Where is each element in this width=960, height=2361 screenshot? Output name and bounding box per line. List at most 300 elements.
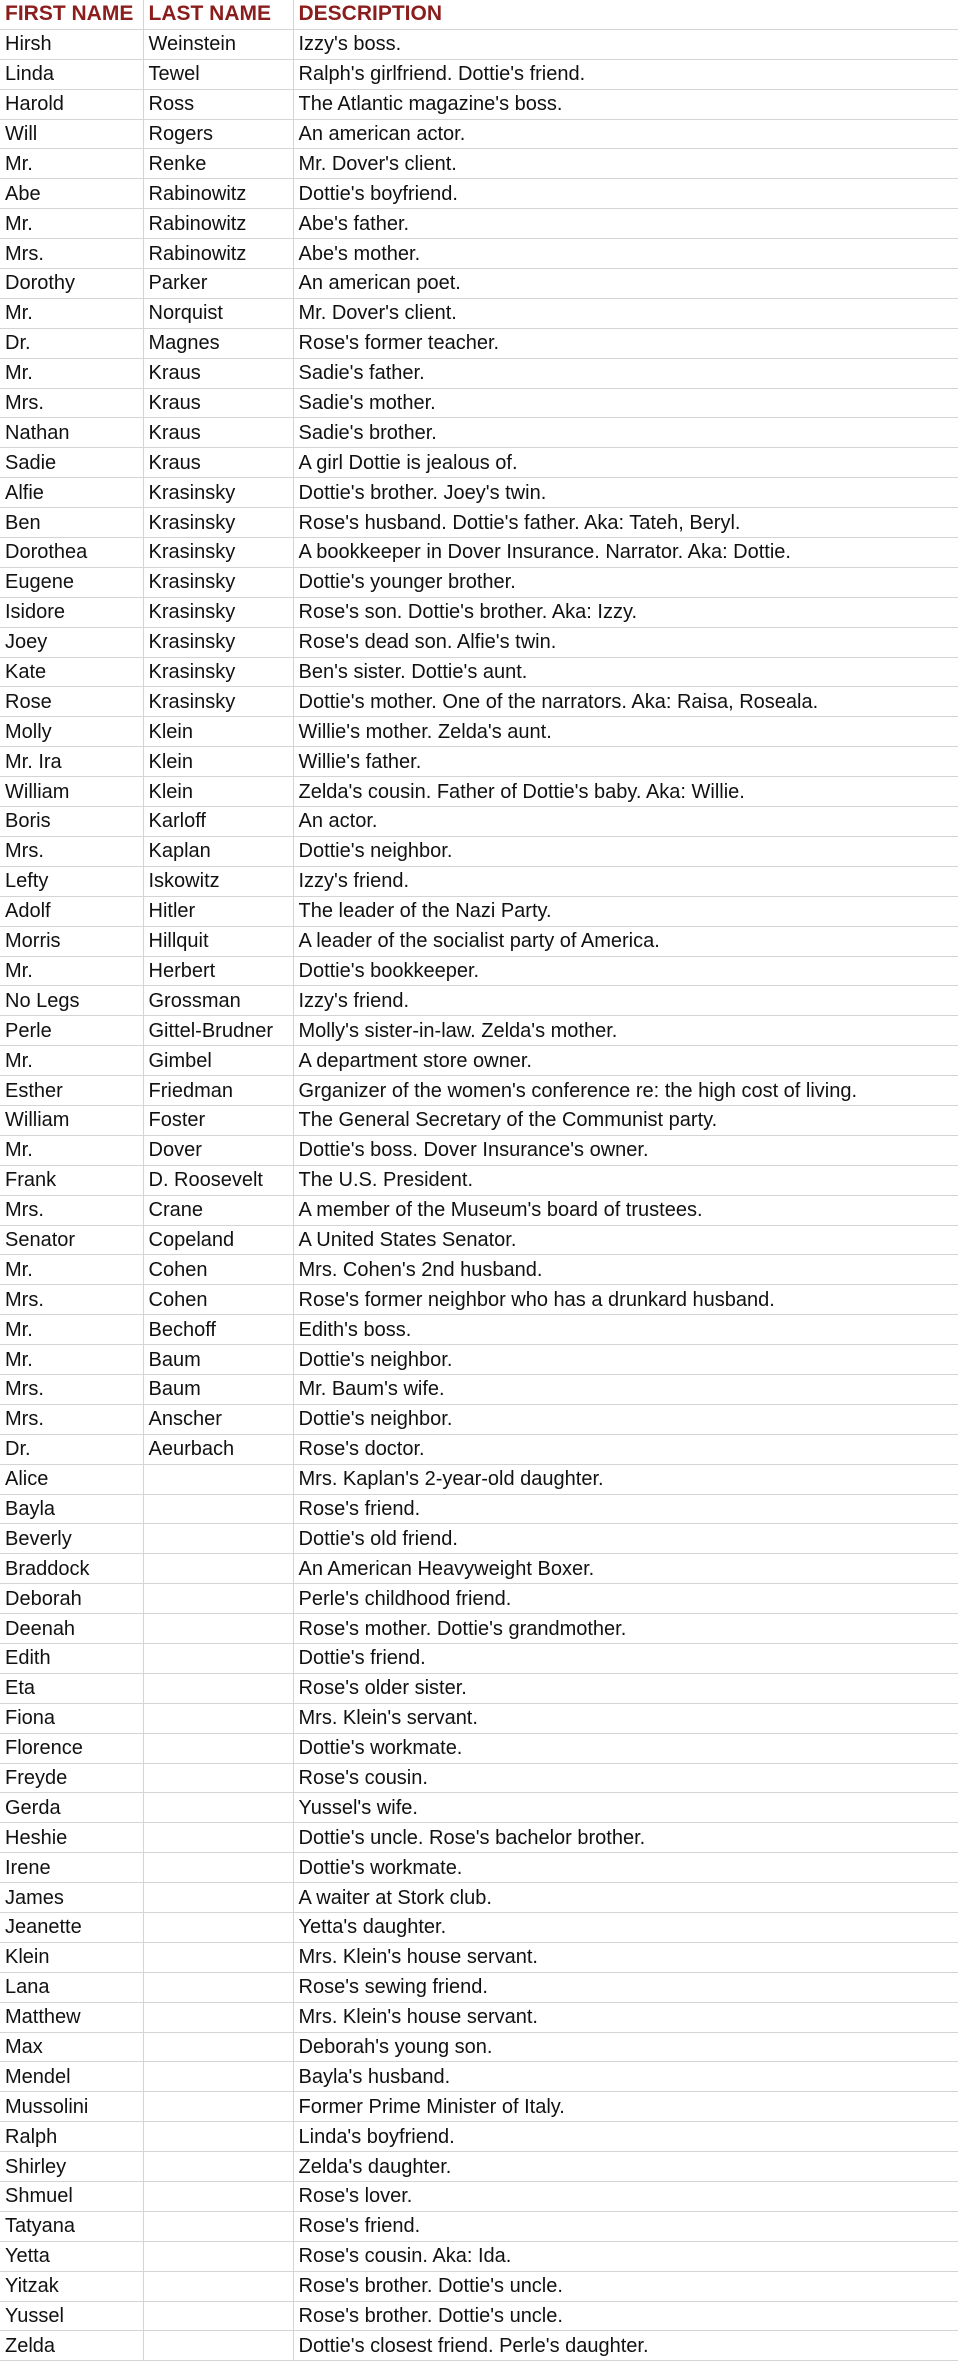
- first-name-cell[interactable]: Jeanette: [0, 1913, 143, 1943]
- last-name-cell[interactable]: [143, 1614, 293, 1644]
- last-name-cell[interactable]: [143, 2301, 293, 2331]
- last-name-cell[interactable]: [143, 1883, 293, 1913]
- table-row: [0, 1853, 958, 1883]
- last-name-cell[interactable]: Bechoff: [143, 1315, 293, 1345]
- last-name-cell[interactable]: [143, 1942, 293, 1972]
- table-row: [0, 597, 958, 627]
- table-row: [0, 1225, 958, 1255]
- first-name-cell[interactable]: Esther: [0, 1076, 143, 1106]
- description-cell[interactable]: Yussel's wife.: [293, 1793, 958, 1823]
- last-name-cell[interactable]: [143, 2122, 293, 2152]
- table-row: [0, 448, 958, 478]
- table-row: [0, 1195, 958, 1225]
- first-name-cell[interactable]: Zelda: [0, 2331, 143, 2361]
- description-cell[interactable]: An american actor.: [293, 119, 958, 149]
- table-row: [0, 59, 958, 89]
- first-name-cell[interactable]: Adolf: [0, 896, 143, 926]
- last-name-cell[interactable]: [143, 1972, 293, 2002]
- last-name-cell[interactable]: Krasinsky: [143, 538, 293, 568]
- first-name-cell[interactable]: Shirley: [0, 2152, 143, 2182]
- first-name-cell[interactable]: Heshie: [0, 1823, 143, 1853]
- table-row: [0, 1494, 958, 1524]
- description-cell[interactable]: Rose's lover.: [293, 2182, 958, 2212]
- first-name-cell[interactable]: Mr.: [0, 149, 143, 179]
- first-name-cell[interactable]: Mrs.: [0, 836, 143, 866]
- last-name-cell[interactable]: Parker: [143, 269, 293, 299]
- table-row: [0, 627, 958, 657]
- table-row: [0, 2182, 958, 2212]
- last-name-cell[interactable]: Baum: [143, 1345, 293, 1375]
- last-name-cell[interactable]: Krasinsky: [143, 597, 293, 627]
- description-cell[interactable]: Bayla's husband.: [293, 2062, 958, 2092]
- table-row: [0, 508, 958, 538]
- table-row: [0, 866, 958, 896]
- first-name-cell[interactable]: Dr.: [0, 328, 143, 358]
- description-cell[interactable]: Dottie's neighbor.: [293, 1345, 958, 1375]
- table-row: [0, 1584, 958, 1614]
- table-row: [0, 1374, 958, 1404]
- description-cell[interactable]: Rose's friend.: [293, 1494, 958, 1524]
- description-cell[interactable]: Abe's mother.: [293, 239, 958, 269]
- last-name-cell[interactable]: Krasinsky: [143, 687, 293, 717]
- description-cell[interactable]: Dottie's uncle. Rose's bachelor brother.: [293, 1823, 958, 1853]
- first-name-cell[interactable]: Mr.: [0, 298, 143, 328]
- description-cell[interactable]: Dottie's neighbor.: [293, 1404, 958, 1434]
- description-cell[interactable]: Ralph's girlfriend. Dottie's friend.: [293, 59, 958, 89]
- first-name-cell[interactable]: Fiona: [0, 1703, 143, 1733]
- table-row: [0, 1524, 958, 1554]
- last-name-cell[interactable]: Iskowitz: [143, 866, 293, 896]
- first-name-cell[interactable]: Mr.: [0, 1255, 143, 1285]
- description-cell[interactable]: Zelda's daughter.: [293, 2152, 958, 2182]
- description-cell[interactable]: Dottie's boss. Dover Insurance's owner.: [293, 1135, 958, 1165]
- first-name-cell[interactable]: Will: [0, 119, 143, 149]
- first-name-cell[interactable]: Lana: [0, 1972, 143, 2002]
- last-name-cell[interactable]: [143, 1524, 293, 1554]
- last-name-cell[interactable]: [143, 1554, 293, 1584]
- first-name-cell[interactable]: Perle: [0, 1016, 143, 1046]
- first-name-cell[interactable]: Tatyana: [0, 2211, 143, 2241]
- first-name-cell[interactable]: Abe: [0, 179, 143, 209]
- table-row: [0, 239, 958, 269]
- table-row: [0, 89, 958, 119]
- description-cell[interactable]: Rose's former teacher.: [293, 328, 958, 358]
- first-name-cell[interactable]: Shmuel: [0, 2182, 143, 2212]
- first-name-cell[interactable]: Matthew: [0, 2002, 143, 2032]
- table-row: [0, 1763, 958, 1793]
- last-name-cell[interactable]: [143, 1703, 293, 1733]
- first-name-cell[interactable]: Linda: [0, 59, 143, 89]
- table-row: [0, 687, 958, 717]
- table-row: [0, 418, 958, 448]
- last-name-cell[interactable]: Karloff: [143, 807, 293, 837]
- last-name-cell[interactable]: Krasinsky: [143, 478, 293, 508]
- table-row: [0, 1614, 958, 1644]
- last-name-cell[interactable]: Crane: [143, 1195, 293, 1225]
- last-name-cell[interactable]: Krasinsky: [143, 657, 293, 687]
- table-row: [0, 1464, 958, 1494]
- table-row: [0, 2032, 958, 2062]
- description-cell[interactable]: Dottie's brother. Joey's twin.: [293, 478, 958, 508]
- last-name-cell[interactable]: Kraus: [143, 448, 293, 478]
- last-name-cell[interactable]: Cohen: [143, 1285, 293, 1315]
- description-cell[interactable]: Edith's boss.: [293, 1315, 958, 1345]
- description-cell[interactable]: Molly's sister-in-law. Zelda's mother.: [293, 1016, 958, 1046]
- last-name-cell[interactable]: Herbert: [143, 956, 293, 986]
- description-cell[interactable]: Izzy's boss.: [293, 29, 958, 59]
- table-row: [0, 1733, 958, 1763]
- table-row: [0, 2062, 958, 2092]
- first-name-cell[interactable]: Freyde: [0, 1763, 143, 1793]
- table-row: [0, 567, 958, 597]
- first-name-cell[interactable]: Ralph: [0, 2122, 143, 2152]
- last-name-cell[interactable]: [143, 2331, 293, 2361]
- description-cell[interactable]: Mr. Dover's client.: [293, 149, 958, 179]
- last-name-cell[interactable]: [143, 1913, 293, 1943]
- description-cell[interactable]: A leader of the socialist party of America.: [293, 926, 958, 956]
- description-cell[interactable]: Deborah's young son.: [293, 2032, 958, 2062]
- first-name-cell[interactable]: Dorothy: [0, 269, 143, 299]
- table-row: [0, 986, 958, 1016]
- last-name-cell[interactable]: [143, 2032, 293, 2062]
- first-name-cell[interactable]: Dorothea: [0, 538, 143, 568]
- table-row: [0, 1972, 958, 2002]
- description-cell[interactable]: Sadie's father.: [293, 358, 958, 388]
- first-name-cell[interactable]: Mr.: [0, 1345, 143, 1375]
- description-cell[interactable]: Mr. Dover's client.: [293, 298, 958, 328]
- last-name-cell[interactable]: [143, 2271, 293, 2301]
- description-cell[interactable]: An american poet.: [293, 269, 958, 299]
- first-name-cell[interactable]: Bayla: [0, 1494, 143, 1524]
- table-row: [0, 149, 958, 179]
- first-name-header[interactable]: FIRST NAME: [0, 0, 143, 29]
- description-cell[interactable]: Dottie's boyfriend.: [293, 179, 958, 209]
- description-cell[interactable]: Willie's father.: [293, 747, 958, 777]
- first-name-cell[interactable]: Mendel: [0, 2062, 143, 2092]
- first-name-cell[interactable]: Eugene: [0, 567, 143, 597]
- table-row: [0, 2331, 958, 2361]
- last-name-cell[interactable]: Klein: [143, 777, 293, 807]
- last-name-cell[interactable]: Tewel: [143, 59, 293, 89]
- description-cell[interactable]: Mrs. Cohen's 2nd husband.: [293, 1255, 958, 1285]
- first-name-cell[interactable]: Gerda: [0, 1793, 143, 1823]
- table-row: [0, 1793, 958, 1823]
- header-row: [0, 0, 958, 29]
- description-cell[interactable]: Mrs. Kaplan's 2-year-old daughter.: [293, 1464, 958, 1494]
- last-name-cell[interactable]: Cohen: [143, 1255, 293, 1285]
- first-name-cell[interactable]: Kate: [0, 657, 143, 687]
- table-row: [0, 2211, 958, 2241]
- description-cell[interactable]: Rose's brother. Dottie's uncle.: [293, 2271, 958, 2301]
- description-cell[interactable]: A waiter at Stork club.: [293, 1883, 958, 1913]
- first-name-cell[interactable]: William: [0, 1105, 143, 1135]
- last-name-cell[interactable]: Rabinowitz: [143, 209, 293, 239]
- description-cell[interactable]: Dottie's neighbor.: [293, 836, 958, 866]
- table-row: [0, 478, 958, 508]
- table-row: [0, 2002, 958, 2032]
- description-cell[interactable]: Dottie's friend.: [293, 1643, 958, 1673]
- first-name-cell[interactable]: Yetta: [0, 2241, 143, 2271]
- description-cell[interactable]: Perle's childhood friend.: [293, 1584, 958, 1614]
- last-name-cell[interactable]: Rogers: [143, 119, 293, 149]
- table-row: [0, 1554, 958, 1584]
- description-cell[interactable]: Dottie's bookkeeper.: [293, 956, 958, 986]
- last-name-cell[interactable]: [143, 1584, 293, 1614]
- last-name-cell[interactable]: Gittel-Brudner: [143, 1016, 293, 1046]
- last-name-cell[interactable]: [143, 2062, 293, 2092]
- table-row: [0, 2241, 958, 2271]
- last-name-cell[interactable]: [143, 1853, 293, 1883]
- first-name-cell[interactable]: Mr. Ira: [0, 747, 143, 777]
- last-name-cell[interactable]: Weinstein: [143, 29, 293, 59]
- table-row: [0, 1315, 958, 1345]
- table-row: [0, 209, 958, 239]
- table-row: [0, 2301, 958, 2331]
- first-name-cell[interactable]: Yitzak: [0, 2271, 143, 2301]
- last-name-cell[interactable]: [143, 1464, 293, 1494]
- last-name-cell[interactable]: Anscher: [143, 1404, 293, 1434]
- table-row: [0, 2122, 958, 2152]
- last-name-cell[interactable]: Baum: [143, 1374, 293, 1404]
- last-name-cell[interactable]: Ross: [143, 89, 293, 119]
- description-cell[interactable]: Rose's cousin. Aka: Ida.: [293, 2241, 958, 2271]
- table-row: [0, 1643, 958, 1673]
- first-name-cell[interactable]: Max: [0, 2032, 143, 2062]
- first-name-cell[interactable]: Mrs.: [0, 1404, 143, 1434]
- description-cell[interactable]: A United States Senator.: [293, 1225, 958, 1255]
- first-name-cell[interactable]: Dr.: [0, 1434, 143, 1464]
- last-name-cell[interactable]: Magnes: [143, 328, 293, 358]
- description-cell[interactable]: Sadie's brother.: [293, 418, 958, 448]
- first-name-cell[interactable]: Deborah: [0, 1584, 143, 1614]
- description-cell[interactable]: Rose's former neighbor who has a drunkard husband.: [293, 1285, 958, 1315]
- last-name-cell[interactable]: Rabinowitz: [143, 179, 293, 209]
- description-cell[interactable]: Rose's doctor.: [293, 1434, 958, 1464]
- first-name-cell[interactable]: William: [0, 777, 143, 807]
- first-name-cell[interactable]: Mr.: [0, 1135, 143, 1165]
- first-name-cell[interactable]: No Legs: [0, 986, 143, 1016]
- last-name-cell[interactable]: [143, 1673, 293, 1703]
- description-cell[interactable]: Rose's dead son. Alfie's twin.: [293, 627, 958, 657]
- table-row: [0, 1105, 958, 1135]
- description-cell[interactable]: Izzy's friend.: [293, 866, 958, 896]
- table-row: [0, 1285, 958, 1315]
- last-name-cell[interactable]: Hillquit: [143, 926, 293, 956]
- last-name-cell[interactable]: [143, 2002, 293, 2032]
- last-name-cell[interactable]: [143, 2152, 293, 2182]
- last-name-cell[interactable]: Copeland: [143, 1225, 293, 1255]
- first-name-cell[interactable]: Mrs.: [0, 388, 143, 418]
- table-row: [0, 388, 958, 418]
- first-name-cell[interactable]: Mr.: [0, 358, 143, 388]
- description-cell[interactable]: Rose's mother. Dottie's grandmother.: [293, 1614, 958, 1644]
- table-row: [0, 1673, 958, 1703]
- last-name-cell[interactable]: D. Roosevelt: [143, 1165, 293, 1195]
- last-name-cell[interactable]: Norquist: [143, 298, 293, 328]
- description-cell[interactable]: An American Heavyweight Boxer.: [293, 1554, 958, 1584]
- last-name-cell[interactable]: Renke: [143, 149, 293, 179]
- first-name-cell[interactable]: Frank: [0, 1165, 143, 1195]
- last-name-cell[interactable]: Friedman: [143, 1076, 293, 1106]
- first-name-cell[interactable]: James: [0, 1883, 143, 1913]
- first-name-cell[interactable]: Ben: [0, 508, 143, 538]
- description-cell[interactable]: Dottie's workmate.: [293, 1853, 958, 1883]
- description-cell[interactable]: Dottie's workmate.: [293, 1733, 958, 1763]
- first-name-cell[interactable]: Mr.: [0, 1315, 143, 1345]
- last-name-cell[interactable]: Krasinsky: [143, 508, 293, 538]
- description-cell[interactable]: Zelda's cousin. Father of Dottie's baby. Aka: Willie.: [293, 777, 958, 807]
- description-cell[interactable]: A bookkeeper in Dover Insurance. Narrator. Aka: Dottie.: [293, 538, 958, 568]
- first-name-cell[interactable]: Klein: [0, 1942, 143, 1972]
- last-name-cell[interactable]: Kaplan: [143, 836, 293, 866]
- last-name-cell[interactable]: Foster: [143, 1105, 293, 1135]
- description-cell[interactable]: Abe's father.: [293, 209, 958, 239]
- description-cell[interactable]: Mrs. Klein's house servant.: [293, 1942, 958, 1972]
- last-name-cell[interactable]: [143, 1643, 293, 1673]
- last-name-cell[interactable]: [143, 2211, 293, 2241]
- table-row: [0, 1404, 958, 1434]
- description-cell[interactable]: A member of the Museum's board of trustees.: [293, 1195, 958, 1225]
- first-name-cell[interactable]: Alice: [0, 1464, 143, 1494]
- last-name-cell[interactable]: Klein: [143, 747, 293, 777]
- table-row: [0, 1942, 958, 1972]
- last-name-cell[interactable]: Klein: [143, 717, 293, 747]
- description-cell[interactable]: Rose's older sister.: [293, 1673, 958, 1703]
- last-name-cell[interactable]: Gimbel: [143, 1046, 293, 1076]
- description-cell[interactable]: Sadie's mother.: [293, 388, 958, 418]
- last-name-cell[interactable]: Hitler: [143, 896, 293, 926]
- first-name-cell[interactable]: Boris: [0, 807, 143, 837]
- first-name-cell[interactable]: Molly: [0, 717, 143, 747]
- first-name-cell[interactable]: Lefty: [0, 866, 143, 896]
- last-name-cell[interactable]: Krasinsky: [143, 567, 293, 597]
- last-name-cell[interactable]: [143, 2182, 293, 2212]
- description-cell[interactable]: The Atlantic magazine's boss.: [293, 89, 958, 119]
- last-name-cell[interactable]: Rabinowitz: [143, 239, 293, 269]
- last-name-cell[interactable]: Kraus: [143, 418, 293, 448]
- description-cell[interactable]: Dottie's old friend.: [293, 1524, 958, 1554]
- first-name-cell[interactable]: Senator: [0, 1225, 143, 1255]
- description-cell[interactable]: Rose's cousin.: [293, 1763, 958, 1793]
- description-cell[interactable]: The leader of the Nazi Party.: [293, 896, 958, 926]
- description-header[interactable]: DESCRIPTION: [293, 0, 958, 29]
- last-name-cell[interactable]: Grossman: [143, 986, 293, 1016]
- first-name-cell[interactable]: Alfie: [0, 478, 143, 508]
- last-name-cell[interactable]: Dover: [143, 1135, 293, 1165]
- table-row: [0, 269, 958, 299]
- first-name-cell[interactable]: Mr.: [0, 209, 143, 239]
- description-cell[interactable]: An actor.: [293, 807, 958, 837]
- first-name-cell[interactable]: Hirsh: [0, 29, 143, 59]
- table-row: [0, 1046, 958, 1076]
- description-cell[interactable]: Former Prime Minister of Italy.: [293, 2092, 958, 2122]
- table-row: [0, 1913, 958, 1943]
- last-name-cell[interactable]: Krasinsky: [143, 627, 293, 657]
- description-cell[interactable]: Willie's mother. Zelda's aunt.: [293, 717, 958, 747]
- table-row: [0, 807, 958, 837]
- last-name-cell[interactable]: Kraus: [143, 358, 293, 388]
- first-name-cell[interactable]: Edith: [0, 1643, 143, 1673]
- last-name-cell[interactable]: Aeurbach: [143, 1434, 293, 1464]
- last-name-header[interactable]: LAST NAME: [143, 0, 293, 29]
- first-name-cell[interactable]: Mussolini: [0, 2092, 143, 2122]
- table-row: [0, 1016, 958, 1046]
- description-cell[interactable]: The General Secretary of the Communist party.: [293, 1105, 958, 1135]
- last-name-cell[interactable]: [143, 1823, 293, 1853]
- description-cell[interactable]: Mr. Baum's wife.: [293, 1374, 958, 1404]
- first-name-cell[interactable]: Beverly: [0, 1524, 143, 1554]
- description-cell[interactable]: Dottie's younger brother.: [293, 567, 958, 597]
- description-cell[interactable]: Rose's brother. Dottie's uncle.: [293, 2301, 958, 2331]
- description-cell[interactable]: Ben's sister. Dottie's aunt.: [293, 657, 958, 687]
- table-row: [0, 298, 958, 328]
- first-name-cell[interactable]: Isidore: [0, 597, 143, 627]
- table-row: [0, 717, 958, 747]
- first-name-cell[interactable]: Irene: [0, 1853, 143, 1883]
- first-name-cell[interactable]: Mrs.: [0, 1374, 143, 1404]
- last-name-cell[interactable]: [143, 1494, 293, 1524]
- table-row: [0, 747, 958, 777]
- last-name-cell[interactable]: [143, 1763, 293, 1793]
- first-name-cell[interactable]: Mr.: [0, 956, 143, 986]
- first-name-cell[interactable]: Mr.: [0, 1046, 143, 1076]
- table-row: [0, 1135, 958, 1165]
- first-name-cell[interactable]: Mrs.: [0, 239, 143, 269]
- description-cell[interactable]: Rose's son. Dottie's brother. Aka: Izzy.: [293, 597, 958, 627]
- last-name-cell[interactable]: Kraus: [143, 388, 293, 418]
- first-name-cell[interactable]: Braddock: [0, 1554, 143, 1584]
- first-name-cell[interactable]: Deenah: [0, 1614, 143, 1644]
- first-name-cell[interactable]: Nathan: [0, 418, 143, 448]
- table-row: [0, 657, 958, 687]
- description-cell[interactable]: Rose's husband. Dottie's father. Aka: Tateh, Beryl.: [293, 508, 958, 538]
- first-name-cell[interactable]: Yussel: [0, 2301, 143, 2331]
- first-name-cell[interactable]: Rose: [0, 687, 143, 717]
- description-cell[interactable]: Dottie's mother. One of the narrators. Aka: Raisa, Roseala.: [293, 687, 958, 717]
- first-name-cell[interactable]: Joey: [0, 627, 143, 657]
- description-cell[interactable]: Dottie's closest friend. Perle's daughter.: [293, 2331, 958, 2361]
- description-cell[interactable]: Yetta's daughter.: [293, 1913, 958, 1943]
- table-row: [0, 2271, 958, 2301]
- description-cell[interactable]: Rose's friend.: [293, 2211, 958, 2241]
- first-name-cell[interactable]: Harold: [0, 89, 143, 119]
- table-row: [0, 1823, 958, 1853]
- last-name-cell[interactable]: [143, 1733, 293, 1763]
- first-name-cell[interactable]: Mrs.: [0, 1285, 143, 1315]
- table-row: [0, 1076, 958, 1106]
- description-cell[interactable]: A girl Dottie is jealous of.: [293, 448, 958, 478]
- table-row: [0, 358, 958, 388]
- description-cell[interactable]: A department store owner.: [293, 1046, 958, 1076]
- table-row: [0, 1165, 958, 1195]
- last-name-cell[interactable]: [143, 1793, 293, 1823]
- last-name-cell[interactable]: [143, 2241, 293, 2271]
- first-name-cell[interactable]: Eta: [0, 1673, 143, 1703]
- first-name-cell[interactable]: Florence: [0, 1733, 143, 1763]
- description-cell[interactable]: Izzy's friend.: [293, 986, 958, 1016]
- description-cell[interactable]: The U.S. President.: [293, 1165, 958, 1195]
- last-name-cell[interactable]: [143, 2092, 293, 2122]
- description-cell[interactable]: Linda's boyfriend.: [293, 2122, 958, 2152]
- first-name-cell[interactable]: Sadie: [0, 448, 143, 478]
- description-cell[interactable]: Grganizer of the women's conference re: the high cost of living.: [293, 1076, 958, 1106]
- description-cell[interactable]: Mrs. Klein's servant.: [293, 1703, 958, 1733]
- first-name-cell[interactable]: Morris: [0, 926, 143, 956]
- description-cell[interactable]: Rose's sewing friend.: [293, 1972, 958, 2002]
- description-cell[interactable]: Mrs. Klein's house servant.: [293, 2002, 958, 2032]
- first-name-cell[interactable]: Mrs.: [0, 1195, 143, 1225]
- table-row: [0, 119, 958, 149]
